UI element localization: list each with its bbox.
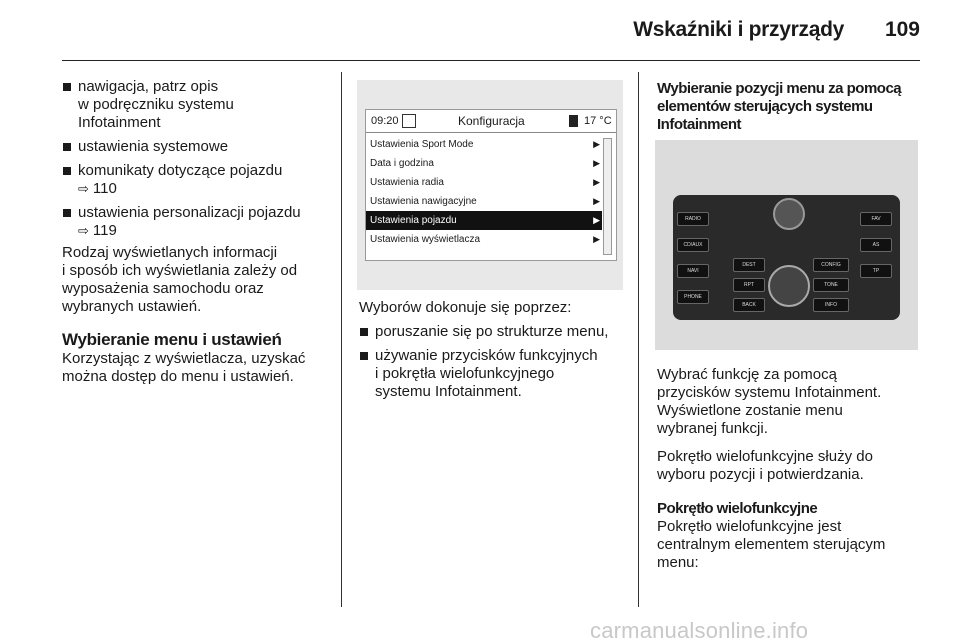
console-button: INFO [813, 298, 849, 312]
middle-bullet-list [359, 323, 629, 401]
left-bullet-line: komunikaty dotyczące pojazdu [78, 162, 283, 179]
right-p1-line: Wybrać funkcję za pomocą [657, 366, 837, 383]
middle-bullet-line: i pokrętła wielofunkcyjnego [375, 365, 555, 382]
display-menu-item[interactable] [366, 211, 602, 230]
right-heading [657, 80, 920, 134]
display-menu-item[interactable] [366, 173, 602, 192]
right-heading-line: elementów sterujących systemu [657, 98, 873, 115]
middle-bullet-item [359, 323, 629, 341]
left-bullet-item [62, 204, 332, 240]
check-icon [402, 114, 416, 128]
left-bullet-item [62, 138, 332, 156]
middle-intro: Wyborów dokonuje się poprzez: [359, 299, 572, 316]
console-button: CONFIG [813, 258, 849, 272]
left-bullet-item [62, 78, 332, 132]
console-button: DEST [733, 258, 765, 272]
display-menu-item-label: Ustawienia pojazdu [370, 215, 457, 226]
page-title: Wskaźniki i przyrządy [633, 18, 844, 41]
display-title: Konfiguracja [458, 114, 525, 128]
left-bullet-line: ustawienia systemowe [78, 138, 229, 155]
left-bullet-line: ustawienia personalizacji pojazdu [78, 204, 301, 221]
left-bullet-line: Infotainment [78, 114, 161, 131]
right-subheading: Pokrętło wielofunkcyjne [657, 500, 818, 517]
multifunction-knob [768, 265, 810, 307]
console-button: CD/AUX [677, 238, 709, 252]
right-p3-line: menu: [657, 554, 699, 571]
page-reference[interactable] [78, 222, 332, 240]
section-text [62, 350, 332, 386]
right-paragraph-2 [657, 448, 920, 484]
console-button: FAV [860, 212, 892, 226]
middle-bullet-line: poruszanie się po strukturze menu, [375, 323, 609, 340]
console-button: AS [860, 238, 892, 252]
display-time: 09:20 [371, 115, 399, 127]
header-rule [62, 60, 920, 61]
middle-bullet-line: systemu Infotainment. [375, 383, 522, 400]
watermark: carmanualsonline.info [590, 618, 809, 643]
right-column-lower [657, 366, 920, 582]
left-bullet-line: nawigacja, patrz opis [78, 78, 219, 95]
console-button: TONE [813, 278, 849, 292]
chevron-right-icon: ▶ [593, 196, 600, 206]
left-paragraph-line: wyposażenia samochodu oraz [62, 280, 264, 297]
reference-page-number: 119 [92, 222, 117, 239]
right-paragraph-3 [657, 518, 920, 572]
console-button: RADIO [677, 212, 709, 226]
console-button: NAVI [677, 264, 709, 278]
display-menu-item-label: Data i godzina [370, 158, 434, 169]
chevron-right-icon: ▶ [593, 177, 600, 187]
right-heading-line: Wybieranie pozycji menu za pomocą [657, 80, 902, 97]
console-button: RPT [733, 278, 765, 292]
console-button: PHONE [677, 290, 709, 304]
left-paragraph-line: i sposób ich wyświetlania zależy od [62, 262, 298, 279]
reference-page-number: 110 [92, 180, 117, 197]
display-menu-item-label: Ustawienia Sport Mode [370, 139, 474, 150]
display-figure [357, 80, 623, 290]
page-reference[interactable] [78, 180, 332, 198]
right-heading-line: Infotainment [657, 116, 741, 133]
right-p1-line: wybranej funkcji. [657, 420, 768, 437]
display-top-bar [366, 110, 616, 133]
chevron-right-icon: ▶ [593, 139, 600, 149]
display-temperature: 17 °C [584, 115, 612, 127]
column-divider-2 [638, 72, 639, 607]
display-menu-item[interactable] [366, 154, 602, 173]
section-text-line: można dostęp do menu i ustawień. [62, 368, 294, 385]
volume-knob [773, 198, 805, 230]
left-bullet-list [62, 78, 332, 240]
left-paragraph [62, 244, 332, 316]
page-number: 109 [884, 18, 920, 41]
right-p1-line: przycisków systemu Infotainment. [657, 384, 882, 401]
console-button: TP [860, 264, 892, 278]
reference-arrow-icon: ⇨ [78, 223, 89, 238]
chevron-right-icon: ▶ [593, 158, 600, 168]
left-paragraph-line: Rodzaj wyświetlanych informacji [62, 244, 278, 261]
middle-column [359, 299, 629, 407]
right-p1-line: Wyświetlone zostanie menu [657, 402, 843, 419]
display-menu-item-label: Ustawienia radia [370, 177, 444, 188]
middle-bullet-item [359, 347, 629, 401]
right-paragraph-1 [657, 366, 920, 438]
display-menu-item[interactable] [366, 135, 602, 154]
chevron-right-icon: ▶ [593, 215, 600, 225]
section-text-line: Korzystając z wyświetlacza, uzyskać [62, 350, 306, 367]
console-button: BACK [733, 298, 765, 312]
section-title: Wybieranie menu i ustawień [62, 330, 282, 349]
middle-bullet-line: używanie przycisków funkcyjnych [375, 347, 598, 364]
column-divider-1 [341, 72, 342, 607]
display-menu-item-label: Ustawienia wyświetlacza [370, 234, 481, 245]
reference-arrow-icon: ⇨ [78, 181, 89, 196]
infotainment-console-figure [655, 140, 918, 350]
thermometer-icon [569, 115, 578, 127]
display-menu-item[interactable] [366, 192, 602, 211]
left-bullet-line: w podręczniku systemu [78, 96, 234, 113]
display-menu [366, 135, 602, 249]
right-p2-line: wyboru pozycji i potwierdzania. [657, 466, 864, 483]
page-header [62, 18, 920, 48]
display-menu-item[interactable] [366, 230, 602, 249]
right-p3-line: centralnym elementem sterującym [657, 536, 886, 553]
left-bullet-item [62, 162, 332, 198]
display-scrollbar[interactable] [603, 138, 612, 255]
right-p2-line: Pokrętło wielofunkcyjne służy do [657, 448, 873, 465]
right-column [657, 80, 920, 134]
display-menu-item-label: Ustawienia nawigacyjne [370, 196, 477, 207]
display-screen [365, 109, 617, 261]
left-column [62, 78, 332, 396]
right-p3-line: Pokrętło wielofunkcyjne jest [657, 518, 842, 535]
chevron-right-icon: ▶ [593, 234, 600, 244]
left-paragraph-line: wybranych ustawień. [62, 298, 202, 315]
